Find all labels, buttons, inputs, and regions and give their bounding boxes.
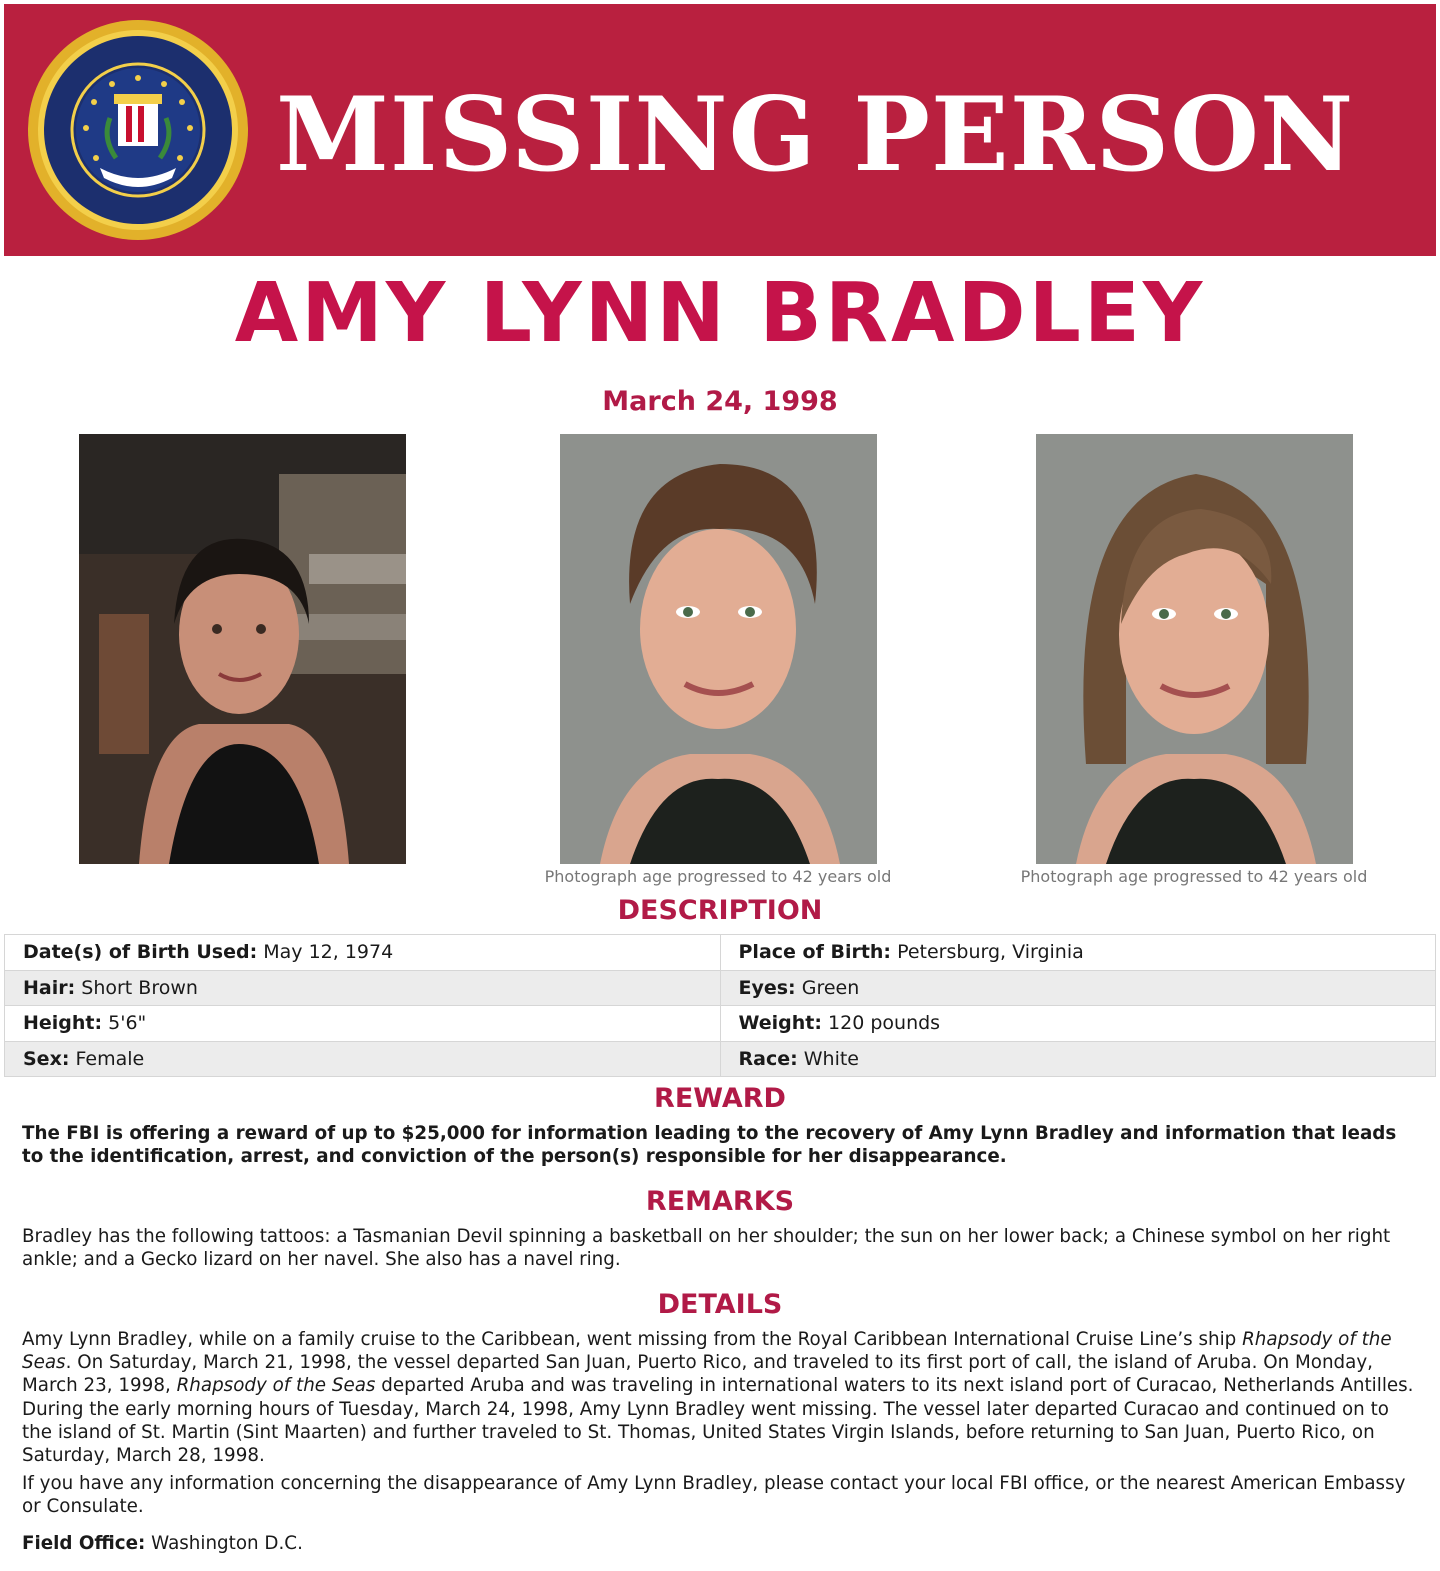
reward-text: The FBI is offering a reward of up to $25,000 for information leading to the recovery of Amy Lynn Bradley and information that leads to the identification, arrest, and conviction of the person(s) responsible for her disappearance. xyxy=(22,1123,1397,1168)
field-label: Race: xyxy=(738,1047,798,1070)
details-text xyxy=(22,1328,1422,1467)
field-label: Eyes: xyxy=(738,976,796,999)
fbi-seal-icon xyxy=(26,18,250,242)
field-value: Petersburg, Virginia xyxy=(897,941,1084,964)
description-cell xyxy=(5,1006,721,1042)
description-cell xyxy=(5,935,721,971)
description-cell xyxy=(5,1041,721,1077)
field-label: Height: xyxy=(23,1012,103,1035)
ship-name: Rhapsody of the Seas xyxy=(176,1375,376,1397)
remarks-heading: REMARKS xyxy=(645,1186,795,1217)
details-text-part: Amy Lynn Bradley, while on a family cruise to the Caribbean, went missing from the Royal Caribbean International Cruise Line’s ship xyxy=(22,1329,1243,1350)
photo-caption: Photograph age progressed to 42 years old xyxy=(1020,867,1368,886)
missing-date: March 24, 1998 xyxy=(602,386,838,417)
field-label: Hair: xyxy=(23,976,76,999)
description-cell xyxy=(5,970,721,1006)
banner-title: MISSING PERSON xyxy=(276,75,1355,195)
description-heading: DESCRIPTION xyxy=(617,895,823,926)
field-office-value: Washington D.C. xyxy=(151,1533,303,1554)
field-label: Weight: xyxy=(738,1012,822,1035)
field-label: Date(s) of Birth Used: xyxy=(23,941,258,964)
contact-text: If you have any information concerning the disappearance of Amy Lynn Bradley, please contact your local FBI office, or the nearest American Embassy or Consulate. xyxy=(22,1473,1406,1518)
description-cell xyxy=(720,935,1436,971)
field-value: Green xyxy=(801,976,860,999)
photo-age-progressed-2 xyxy=(1036,434,1353,864)
ship-name: Rhapsody of the Seas xyxy=(22,1329,1392,1374)
field-value: 5'6" xyxy=(108,1012,147,1035)
description-cell xyxy=(720,1041,1436,1077)
field-value: Female xyxy=(75,1047,145,1070)
field-label: Sex: xyxy=(23,1047,70,1070)
field-office-label: Field Office: xyxy=(22,1533,146,1554)
field-value: White xyxy=(803,1047,859,1070)
field-value: Short Brown xyxy=(81,976,198,999)
details-text-part: . On Saturday, March 21, 1998, the vessel departed San Juan, Puerto Rico, and traveled to its first port of call, the island of Aruba. On Monday, March 23, 1998, xyxy=(22,1352,1373,1397)
description-cell xyxy=(720,970,1436,1006)
person-name: AMY LYNN BRADLEY xyxy=(234,266,1206,361)
details-text-part: departed Aruba and was traveling in international waters to its next island port of Curacao, Netherlands Antilles. During the early morning hours of Tuesday, March 24, 1998, Amy Lynn Bradley went missing. The vessel later departed Curacao and continued on to the island of St. Martin (Sint Maarten) and further traveled to St. Thomas, United States Virgin Islands, before returning to San Juan, Puerto Rico, on Saturday, March 28, 1998. xyxy=(22,1375,1414,1467)
photo-caption: Photograph age progressed to 42 years old xyxy=(544,867,892,886)
field-label: Place of Birth: xyxy=(738,941,892,964)
photo-age-progressed-1 xyxy=(560,434,877,864)
header-banner xyxy=(4,4,1436,256)
description-table xyxy=(4,934,1436,1077)
reward-heading: REWARD xyxy=(654,1083,786,1114)
remarks-text: Bradley has the following tattoos: a Tasmanian Devil spinning a basketball on her shoulder; the sun on her lower back; a Chinese symbol on her right ankle; and a Gecko lizard on her navel. She also has a navel ring. xyxy=(22,1226,1391,1271)
details-heading: DETAILS xyxy=(657,1289,783,1320)
photo-original xyxy=(79,434,406,864)
description-cell xyxy=(720,1006,1436,1042)
field-value: 120 pounds xyxy=(828,1012,941,1035)
field-office xyxy=(22,1532,1422,1555)
field-value: May 12, 1974 xyxy=(263,941,394,964)
